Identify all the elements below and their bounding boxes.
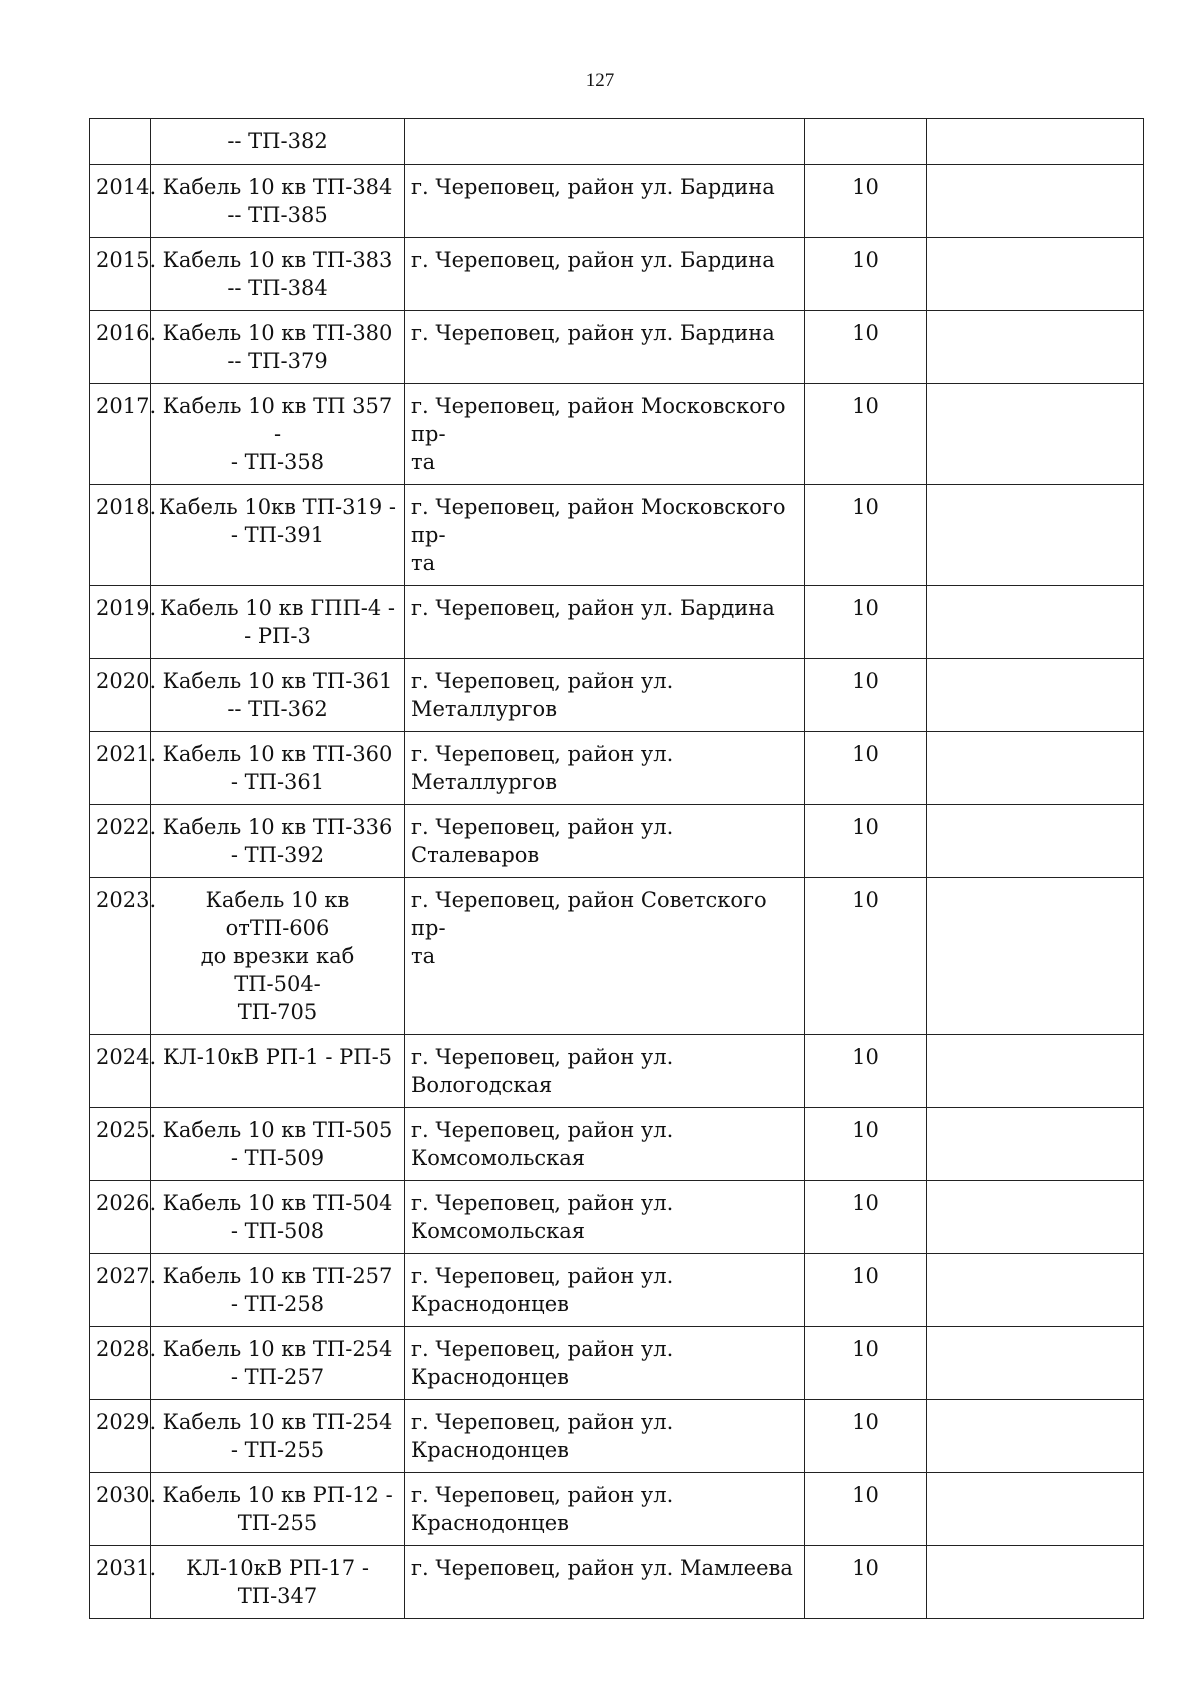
cable-name-cell [151,165,405,238]
table-row [90,1254,1144,1327]
location-cell-text: г. Череповец, район ул. Бардина [411,321,775,345]
cable-registry-table [89,118,1144,1619]
note-cell [927,119,1144,165]
cable-name-cell [151,805,405,878]
note-cell [927,732,1144,805]
location-cell [405,311,805,384]
voltage-cell [805,878,927,1035]
row-number-cell [90,238,157,311]
cable-name-cell-text: Кабель 10 кв ТП-383 -- ТП-384 [162,248,393,300]
row-number-cell-text: 2021. [96,742,157,766]
location-cell [405,586,805,659]
note-cell [927,1254,1144,1327]
note-cell [927,1035,1144,1108]
table-row [90,1327,1144,1400]
voltage-cell [805,1546,927,1619]
cable-name-cell-text: Кабель 10 кв ТП-254 - ТП-257 [162,1337,393,1389]
cable-name-cell-text: Кабель 10 кв ТП-257 - ТП-258 [162,1264,393,1316]
row-number-cell-text: 2015. [96,248,157,272]
voltage-cell [805,119,927,165]
row-number-cell [90,805,157,878]
row-number-cell-text: 2024. [96,1045,157,1069]
table-row [90,1546,1144,1619]
table-row [90,1400,1144,1473]
note-cell [927,1181,1144,1254]
cable-name-cell [151,1254,405,1327]
location-cell [405,1546,805,1619]
note-cell [927,805,1144,878]
row-number-cell-text: 2016. [96,321,157,345]
voltage-cell-text: 10 [852,175,879,199]
cable-name-cell [151,1400,405,1473]
voltage-cell-text: 10 [852,742,879,766]
row-number-cell-text: 2014. [96,175,157,199]
cable-name-cell [151,1035,405,1108]
location-cell [405,238,805,311]
cable-name-cell [151,878,405,1035]
location-cell-text: г. Череповец, район ул. Краснодонцев [411,1483,674,1535]
row-number-cell [90,1327,157,1400]
cable-name-cell-text: КЛ-10кВ РП-1 - РП-5 [162,1045,393,1069]
voltage-cell-text: 10 [852,248,879,272]
row-number-cell-text: 2018. [96,495,157,519]
voltage-cell [805,659,927,732]
cable-name-cell-text: -- ТП-382 [227,129,328,153]
cable-name-cell-text: Кабель 10 кв ТП-336 - ТП-392 [162,815,393,867]
voltage-cell [805,384,927,485]
note-cell [927,165,1144,238]
cable-name-cell-text: Кабель 10 кв ТП-380 -- ТП-379 [162,321,393,373]
row-number-cell-text: 2022. [96,815,157,839]
row-number-cell [90,119,151,165]
cable-name-cell [151,659,405,732]
row-number-cell-text: 2031. [96,1556,157,1580]
voltage-cell-text: 10 [852,1191,879,1215]
row-number-cell [90,659,157,732]
row-number-cell [90,165,157,238]
cable-name-cell [151,1181,405,1254]
cable-name-cell [151,384,405,485]
row-number-cell [90,1400,157,1473]
cable-name-cell-text: Кабель 10 кв ГПП-4 - - РП-3 [159,596,396,648]
voltage-cell [805,1254,927,1327]
location-cell-text: г. Череповец, район ул. Металлургов [411,669,674,721]
note-cell [927,384,1144,485]
location-cell [405,878,805,1035]
table-row [90,659,1144,732]
row-number-cell-text: 2019. [96,596,157,620]
cable-name-cell [151,119,405,165]
note-cell [927,659,1144,732]
table-row [90,485,1144,586]
row-number-cell [90,1254,157,1327]
row-number-cell-text: 2020. [96,669,157,693]
row-number-cell [90,1035,157,1108]
cable-name-cell-text: Кабель 10 кв отТП-606 до врезки каб ТП-504- ТП-705 [200,888,355,1024]
row-number-cell-text: 2028. [96,1337,157,1361]
table-row [90,311,1144,384]
location-cell-text: г. Череповец, район ул. Комсомольская [411,1191,674,1243]
note-cell [927,311,1144,384]
note-cell [927,1546,1144,1619]
table-row [90,1473,1144,1546]
cable-name-cell-text: КЛ-10кВ РП-17 - ТП-347 [186,1556,369,1608]
voltage-cell-text: 10 [852,1337,879,1361]
voltage-cell [805,485,927,586]
row-number-cell [90,1108,157,1181]
location-cell-text: г. Череповец, район ул. Краснодонцев [411,1337,674,1389]
cable-name-cell [151,732,405,805]
table-row [90,878,1144,1035]
voltage-cell-text: 10 [852,888,879,912]
cable-name-cell-text: Кабель 10 кв ТП-504 - ТП-508 [162,1191,393,1243]
location-cell-text: г. Череповец, район ул. Мамлеева [411,1556,793,1580]
voltage-cell [805,1181,927,1254]
row-number-cell [90,586,157,659]
voltage-cell [805,1327,927,1400]
note-cell [927,1327,1144,1400]
location-cell-text: г. Череповец, район ул. Вологодская [411,1045,674,1097]
voltage-cell [805,1108,927,1181]
location-cell-text: г. Череповец, район Московского пр- та [411,394,786,474]
cable-name-cell [151,485,405,586]
cable-name-cell-text: Кабель 10 кв ТП-360 - ТП-361 [162,742,393,794]
location-cell-text: г. Череповец, район ул. Сталеваров [411,815,674,867]
location-cell [405,165,805,238]
cable-name-cell-text: Кабель 10 кв РП-12 - ТП-255 [162,1483,393,1535]
row-number-cell-text: 2029. [96,1410,157,1434]
voltage-cell [805,165,927,238]
location-cell [405,384,805,485]
cable-name-cell-text: Кабель 10 кв ТП-254 - ТП-255 [162,1410,393,1462]
location-cell-text: г. Череповец, район ул. Бардина [411,248,775,272]
table-row [90,1035,1144,1108]
note-cell [927,586,1144,659]
voltage-cell [805,238,927,311]
voltage-cell-text: 10 [852,1264,879,1288]
row-number-cell-text: 2027. [96,1264,157,1288]
location-cell [405,1254,805,1327]
location-cell-text: г. Череповец, район ул. Бардина [411,175,775,199]
table-row [90,586,1144,659]
row-number-cell [90,384,157,485]
voltage-cell [805,311,927,384]
note-cell [927,1108,1144,1181]
voltage-cell-text: 10 [852,815,879,839]
cable-name-cell [151,1473,405,1546]
cable-name-cell-text: Кабель 10 кв ТП-505 - ТП-509 [162,1118,393,1170]
location-cell [405,1181,805,1254]
row-number-cell-text: 2030. [96,1483,157,1507]
cable-name-cell [151,1546,405,1619]
voltage-cell-text: 10 [852,596,879,620]
note-cell [927,238,1144,311]
voltage-cell [805,1035,927,1108]
note-cell [927,878,1144,1035]
voltage-cell-text: 10 [852,321,879,345]
location-cell [405,805,805,878]
row-number-cell [90,485,157,586]
voltage-cell [805,1400,927,1473]
location-cell [405,1035,805,1108]
table-row [90,1181,1144,1254]
table-row [90,119,1144,165]
row-number-cell [90,732,157,805]
cable-name-cell [151,311,405,384]
note-cell [927,485,1144,586]
location-cell [405,485,805,586]
row-number-cell [90,1181,157,1254]
location-cell-text: г. Череповец, район Московского пр- та [411,495,786,575]
cable-name-cell [151,238,405,311]
table-row [90,384,1144,485]
voltage-cell-text: 10 [852,1045,879,1069]
table-row [90,165,1144,238]
row-number-cell-text: 2017. [96,394,157,418]
row-number-cell [90,1546,157,1619]
note-cell [927,1473,1144,1546]
table-row [90,732,1144,805]
location-cell-text: г. Череповец, район ул. Металлургов [411,742,674,794]
location-cell-text: г. Череповец, район Советского пр- та [411,888,767,968]
location-cell-text: г. Череповец, район ул. Краснодонцев [411,1410,674,1462]
table-row [90,805,1144,878]
cable-name-cell-text: Кабель 10 кв ТП-361 -- ТП-362 [162,669,393,721]
cable-name-cell-text: Кабель 10 кв ТП 357 - - ТП-358 [162,394,393,474]
table-row [90,238,1144,311]
table-body [90,119,1144,1619]
location-cell [405,1400,805,1473]
voltage-cell-text: 10 [852,394,879,418]
voltage-cell-text: 10 [852,495,879,519]
voltage-cell [805,805,927,878]
row-number-cell-text: 2023. [96,888,157,912]
row-number-cell [90,878,157,1035]
location-cell [405,732,805,805]
voltage-cell [805,586,927,659]
row-number-cell-text: 2026. [96,1191,157,1215]
voltage-cell [805,732,927,805]
cable-name-cell [151,1327,405,1400]
note-cell [927,1400,1144,1473]
row-number-cell-text: 2025. [96,1118,157,1142]
voltage-cell-text: 10 [852,1483,879,1507]
cable-name-cell-text: Кабель 10 кв ТП-384 -- ТП-385 [162,175,393,227]
voltage-cell-text: 10 [852,1118,879,1142]
location-cell-text: г. Череповец, район ул. Комсомольская [411,1118,674,1170]
cable-name-cell-text: Кабель 10кв ТП-319 - - ТП-391 [159,495,396,547]
location-cell-text: г. Череповец, район ул. Краснодонцев [411,1264,674,1316]
page-number: 127 [585,70,615,91]
table-row [90,1108,1144,1181]
location-cell-text: г. Череповец, район ул. Бардина [411,596,775,620]
voltage-cell-text: 10 [852,669,879,693]
cable-name-cell [151,586,405,659]
row-number-cell [90,311,157,384]
voltage-cell-text: 10 [852,1556,879,1580]
location-cell [405,1473,805,1546]
location-cell [405,119,805,165]
voltage-cell-text: 10 [852,1410,879,1434]
location-cell [405,659,805,732]
location-cell [405,1108,805,1181]
cable-name-cell [151,1108,405,1181]
location-cell [405,1327,805,1400]
voltage-cell [805,1473,927,1546]
row-number-cell [90,1473,157,1546]
